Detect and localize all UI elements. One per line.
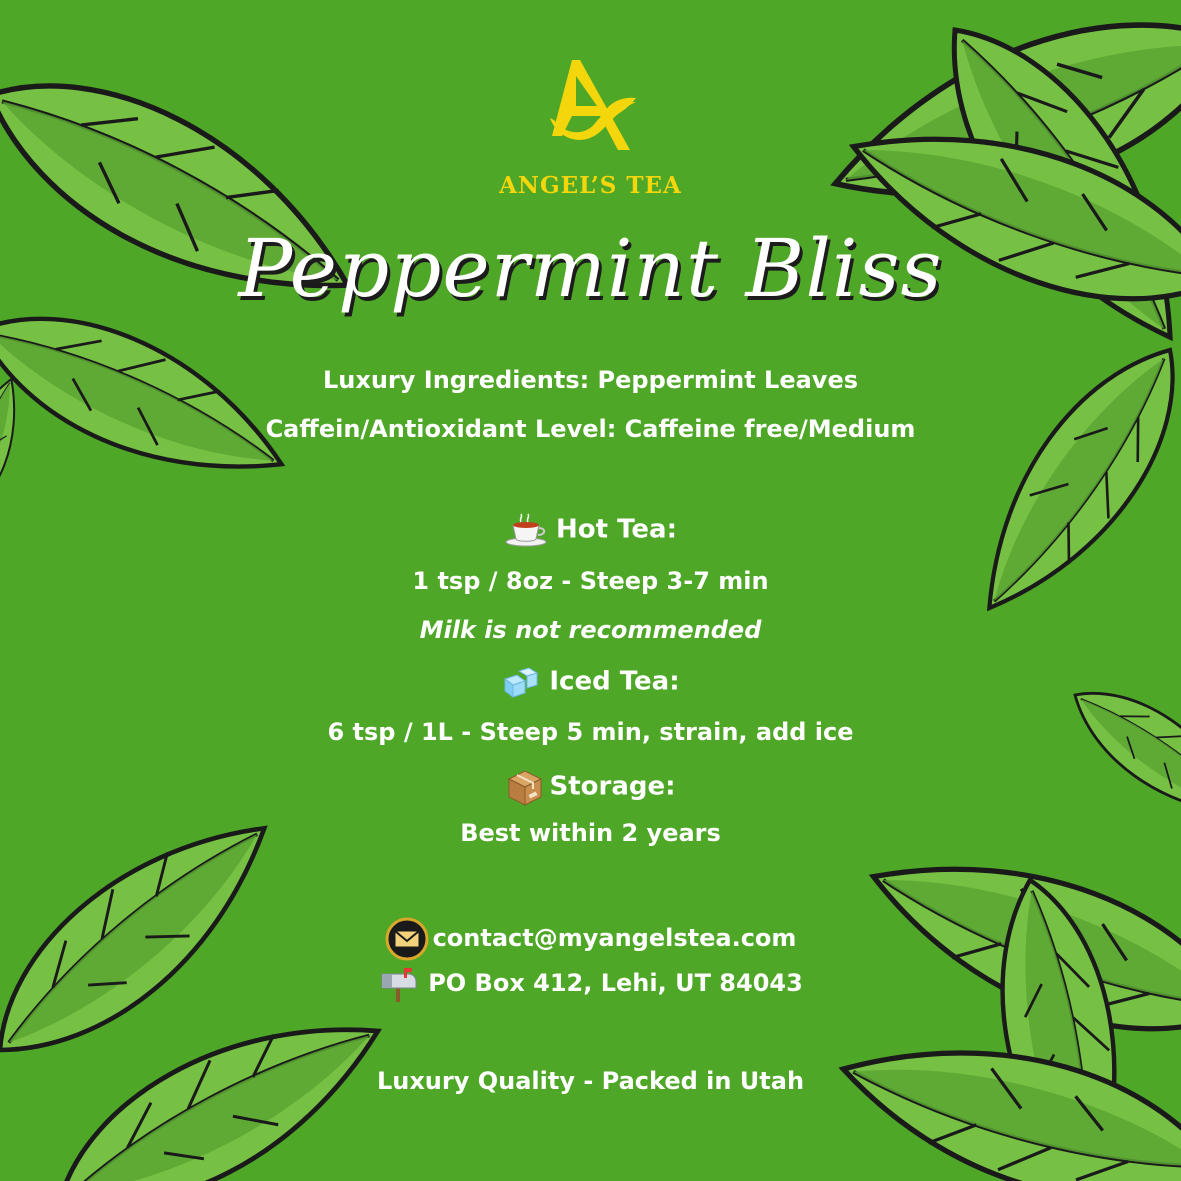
hot-tea-note: Milk is not recommended	[419, 616, 762, 644]
hot-tea-instructions: 1 tsp / 8oz - Steep 3-7 min	[412, 567, 769, 595]
iced-tea-instructions: 6 tsp / 1L - Steep 5 min, strain, add ice	[327, 718, 854, 746]
storage-text: Best within 2 years	[460, 819, 721, 847]
email-line	[0, 917, 1181, 961]
envelope-icon	[385, 917, 429, 961]
address-line	[0, 966, 1181, 1002]
ice-cube-icon	[501, 665, 541, 699]
hot-tea-heading-text: Hot Tea:	[556, 514, 677, 545]
package-icon	[505, 767, 545, 807]
teacup-icon	[504, 513, 548, 547]
ingredients-line: Luxury Ingredients: Peppermint Leaves	[322, 366, 859, 394]
storage-heading	[0, 767, 1181, 807]
product-title: Peppermint Bliss	[238, 222, 943, 315]
storage-heading-text: Storage:	[549, 771, 676, 802]
hot-tea-heading	[0, 513, 1181, 547]
iced-tea-heading	[0, 665, 1181, 699]
mailbox-icon	[378, 966, 418, 1002]
footer-tagline: Luxury Quality - Packed in Utah	[376, 1067, 805, 1095]
iced-tea-heading-text: Iced Tea:	[549, 666, 680, 697]
brand-name: ANGEL’S TEA	[499, 172, 682, 199]
email-link[interactable]: contact@myangelstea.com	[432, 924, 797, 952]
angels-tea-logo-icon	[540, 58, 640, 158]
caffeine-line: Caffein/Antioxidant Level: Caffeine free/Medium	[265, 415, 916, 443]
address-text: PO Box 412, Lehi, UT 84043	[428, 969, 803, 997]
